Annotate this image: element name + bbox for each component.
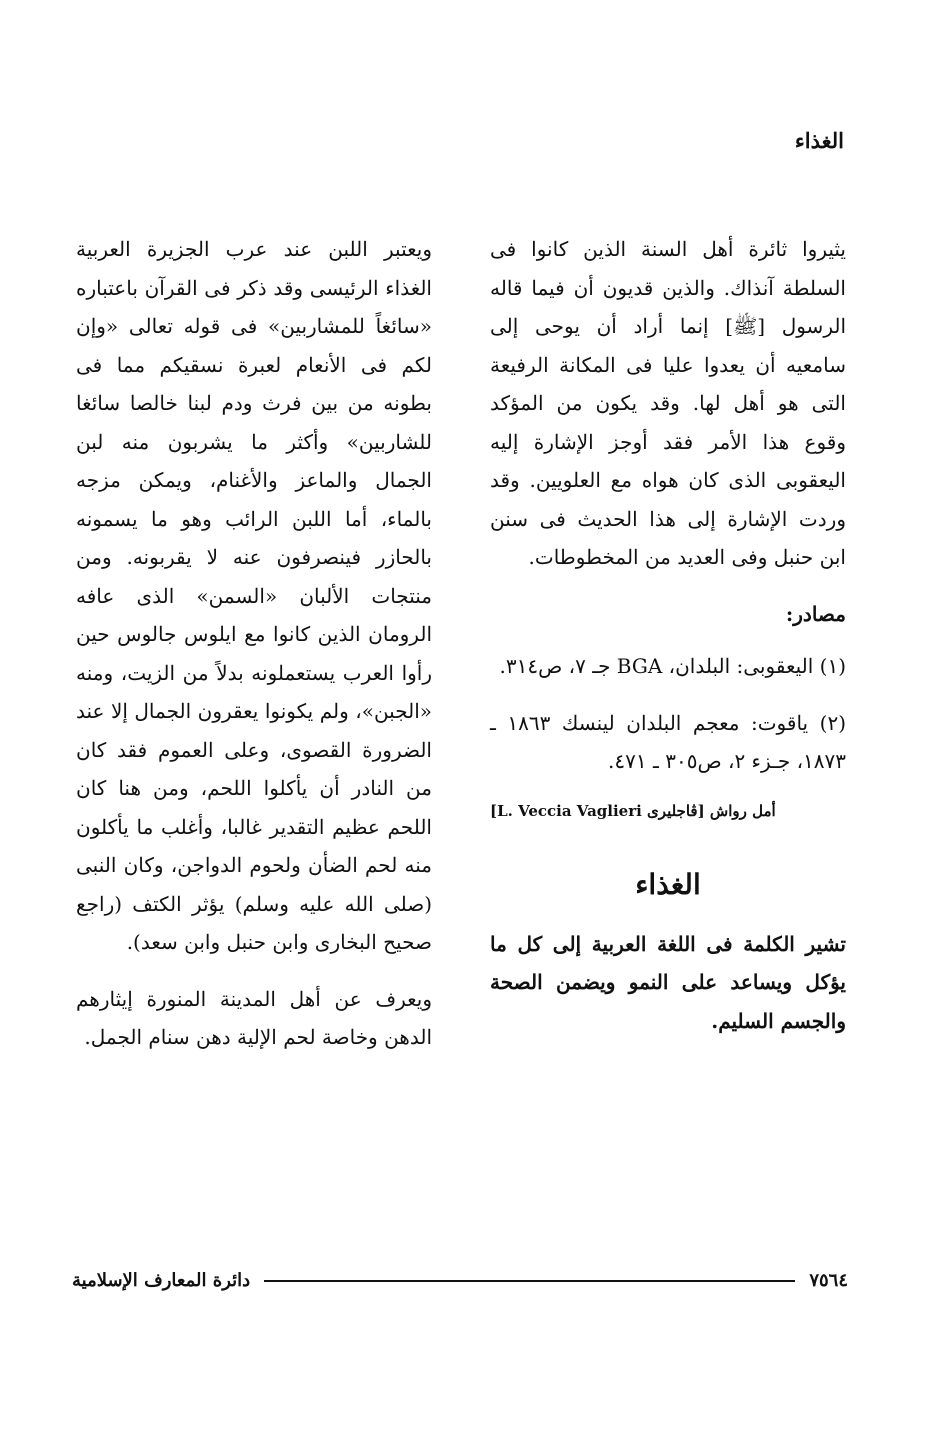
right-column [490,230,846,1058]
body-paragraph: يثيروا ثائرة أهل السنة الذين كانوا فى السلطة آنذاك. والذين قديون أن فيما قاله الرسول [ﷺ] إنما أراد أن يوحى إلى سامعيه أن يعدوا عليا فى المكانة الرفيعة التى هو أهل لها. وقد يكون من المؤكد وقوع هذا الأمر فقد أوجز الإشارة إليه اليعقوبى الذى كان هواه مع العلويين. وقد وردت الإشارة إلى هذا الحديث فى سنن ابن حنبل وفى العديد من المخطوطات. [490,237,846,569]
running-header: الغذاء [794,128,844,153]
sources-title: مصادر: [785,601,846,626]
footer-divider [264,1280,795,1282]
page-footer [72,1270,848,1291]
source-item: (١) اليعقوبى: البلدان، BGA جـ ٧، ص٣١٤. [499,654,846,678]
page-number: ٧٥٦٤ [809,1270,848,1291]
body-paragraph: ويعتبر اللبن عند عرب الجزيرة العربية الغذاء الرئيسى وقد ذكر فى القرآن باعتباره «سائغاً للمشاربين» فى قوله تعالى «وإن لكم فى الأنعام لعبرة نسقيكم مما فى بطونه من بين فرث ودم لبنا خالصا سائغا للشاربين» وأكثر ما يشربون منه لبن الجمال والماعز والأغنام، ويمكن مزجه بالماء، أما اللبن الرائب وهو ما يسمونه بالحازر فينصرفون عنه لا يقربونه. ومن منتجات الألبان «السمن» الذى عافه الرومان الذين كانوا مع ايلوس جالوس حين رأوا العرب يستعملونه بدلاً من الزيت، ومنه «الجبن»، ولم يكونوا يعقرون الجمال إلا عند الضرورة القصوى، وعلى العموم فقد كان من النادر أن يأكلوا اللحم، ومن هنا كان اللحم عظيم التقدير غالبا، وأغلب ما يأكلون منه لحم الضأن ولحوم الدواجن، وكان النبى (صلى الله عليه وسلم) يؤثر الكتف (راجع صحيح البخارى وابن حنبل وابن سعد). [76,237,432,954]
entry-heading: الغذاء [635,867,701,901]
publication-title: دائرة المعارف الإسلامية [72,1270,251,1291]
left-column [76,230,432,1075]
source-item: (٢) ياقوت: معجم البلدان لينسك ١٨٦٣ ـ ١٨٧٣، جـزء ٢، ص٣٠٥ ـ ٤٧١. [490,710,847,773]
author-attribution: أمل رواش [ڤاجليرى L. Veccia Vaglieri] [490,801,776,820]
entry-lead-paragraph: تشير الكلمة فى اللغة العربية إلى كل ما يؤكل ويساعد على النمو ويضمن الصحة والجسم السليم. [490,931,846,1033]
body-paragraph: ويعرف عن أهل المدينة المنورة إيثارهم الدهن وخاصة لحم الإلية دهن سنام الجمل. [76,986,432,1049]
